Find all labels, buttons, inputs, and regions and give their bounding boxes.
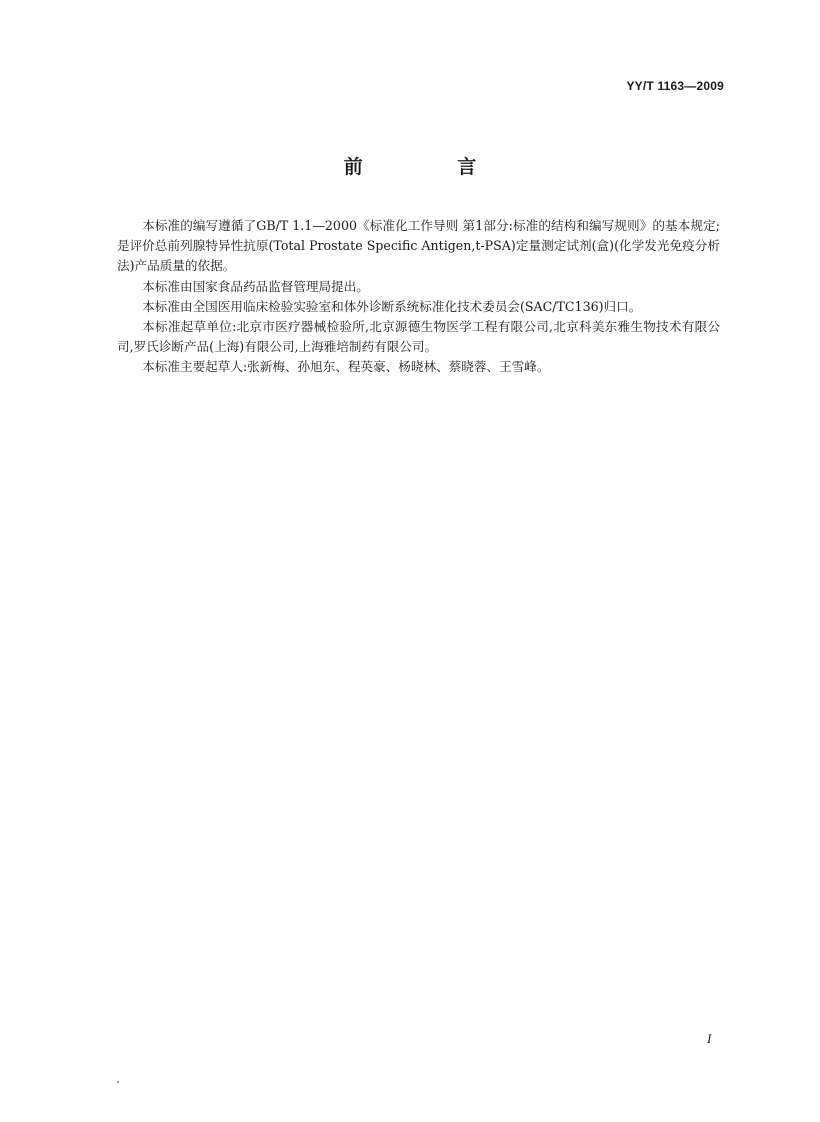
paragraph-drafters: 本标准主要起草人:张新梅、孙旭东、程英豪、杨晓林、蔡晓蓉、王雪峰。 [142,359,550,375]
standard-code: YY/T 1163—2009 [626,79,724,93]
page-number: I [707,1031,712,1046]
paragraph-basis: 本标准的编写遵循了GB/T 1.1—2000《标准化工作导则 第1部分:标准的结构和编写规则》的基本规定;是评价总前列腺特异性抗原(Total Prostate Specific Antigen,t-PSA)定量测定试剂(盒)(化学发光免疫分析法)产品质量的依据。 [117,218,720,274]
scan-speck [117,1081,119,1083]
paragraph-drafting-units: 本标准起草单位:北京市医疗器械检验所,北京源德生物医学工程有限公司,北京科美东雅生物技术有限公司,罗氏诊断产品(上海)有限公司,上海雅培制药有限公司。 [117,319,720,355]
paragraph-committee: 本标准由全国医用临床检验实验室和体外诊断系统标准化技术委员会(SAC/TC136)归口。 [142,298,642,314]
paragraph-proposer: 本标准由国家食品药品监督管理局提出。 [142,278,369,294]
foreword-body [117,216,720,378]
page-title: 前 言 [343,156,521,178]
